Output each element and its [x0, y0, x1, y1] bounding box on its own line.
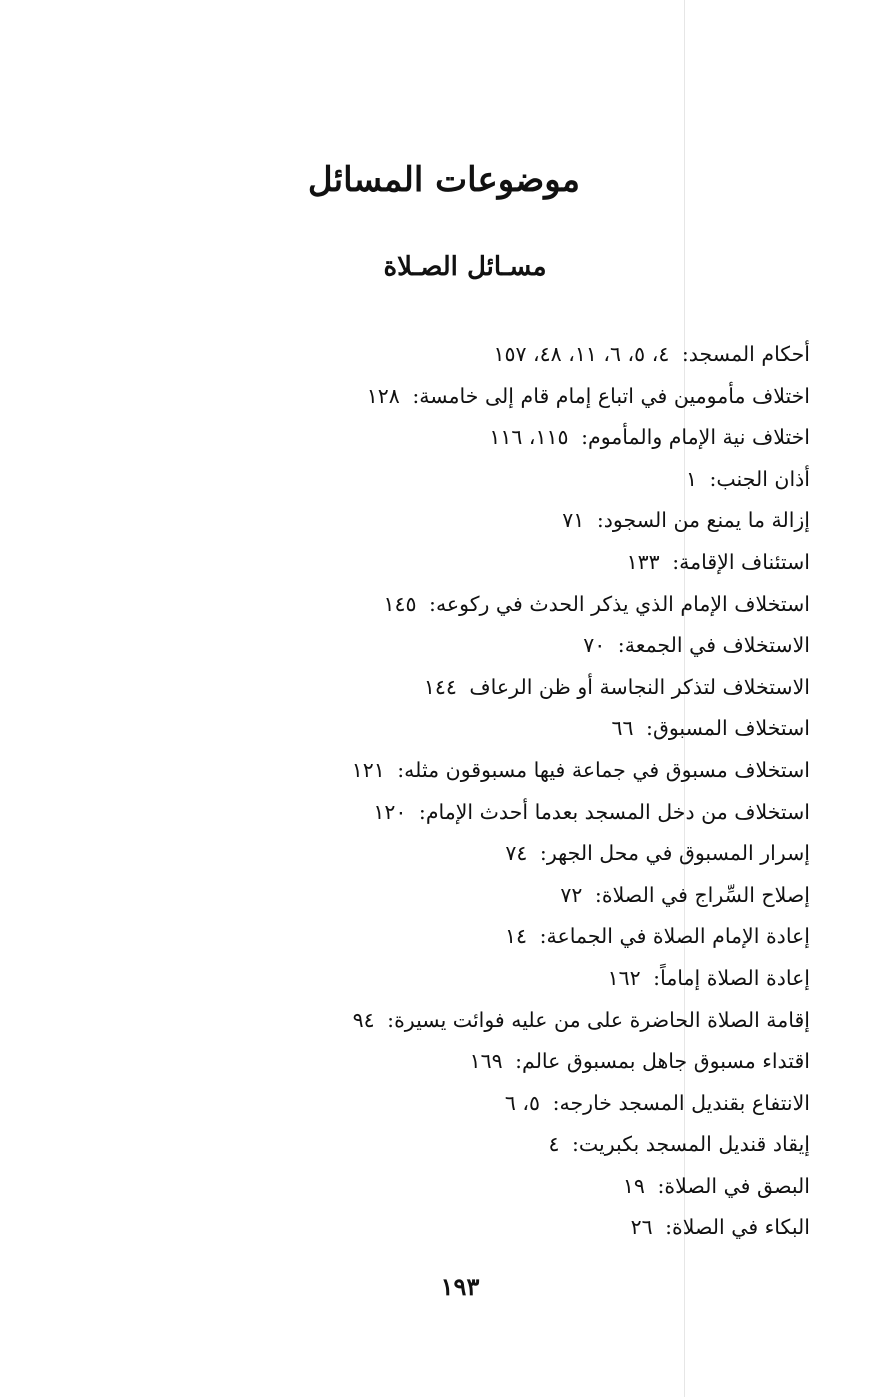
entry-topic: اختلاف نية الإمام والمأموم: — [581, 425, 810, 450]
entry-pages: ١٢٠ — [373, 799, 407, 824]
entry-pages: ٤، ٥، ٦، ١١، ٤٨، ١٥٧ — [493, 342, 670, 366]
entry-topic: إزالة ما يمنع من السجود: — [596, 508, 810, 533]
entry-pages: ١٤٥ — [383, 591, 417, 616]
entry-topic: الاستخلاف في الجمعة: — [617, 633, 810, 658]
entry-topic: البصق في الصلاة: — [657, 1173, 810, 1198]
index-entry — [290, 376, 810, 418]
section-title: مسـائل الصـلاة — [383, 252, 547, 282]
index-entry — [290, 1124, 810, 1166]
index-entry — [290, 833, 810, 875]
entry-topic: إعادة الإمام الصلاة في الجماعة: — [539, 924, 810, 949]
entry-topic: استئناف الإقامة: — [672, 549, 810, 574]
entry-pages: ١٩ — [622, 1173, 645, 1198]
entry-pages: ٧٠ — [583, 633, 606, 658]
entry-topic: اختلاف مأمومين في اتباع إمام قام إلى خامسة: — [412, 383, 810, 408]
index-entry — [290, 417, 810, 459]
entry-pages: ١٦٩ — [469, 1049, 503, 1074]
index-entry — [290, 916, 810, 958]
entry-pages: ١٦٢ — [607, 965, 641, 990]
entry-topic: استخلاف من دخل المسجد بعدما أحدث الإمام: — [418, 799, 810, 824]
index-entry — [290, 1000, 810, 1042]
index-entry — [290, 1166, 810, 1208]
index-entry — [290, 792, 810, 834]
index-entry — [290, 750, 810, 792]
entry-pages: ١٢١ — [351, 757, 385, 782]
entry-pages: ١٤ — [505, 924, 528, 949]
entry-topic: إصلاح السِّراج في الصلاة: — [594, 882, 810, 907]
entry-pages: ١١٥، ١١٦ — [489, 425, 569, 450]
page-title: موضوعات المسائل — [307, 160, 580, 200]
entry-topic: البكاء في الصلاة: — [665, 1215, 810, 1240]
entry-pages: ١ — [685, 466, 697, 491]
index-entry — [290, 459, 810, 501]
entry-topic: أذان الجنب: — [709, 466, 810, 491]
entry-pages: ١٢٨ — [366, 383, 400, 408]
entry-pages: ١٣٣ — [626, 549, 660, 574]
index-entry — [290, 1083, 810, 1125]
entry-topic: استخلاف الإمام الذي يذكر الحدث في ركوعه: — [429, 591, 810, 616]
entry-topic: الانتفاع بقنديل المسجد خارجه: — [552, 1090, 810, 1115]
entry-pages: ٧٢ — [560, 882, 583, 907]
index-entry — [290, 625, 810, 667]
entry-pages: ٧١ — [562, 508, 585, 533]
index-entry — [290, 958, 810, 1000]
entry-topic: إيقاد قنديل المسجد بكبريت: — [571, 1132, 810, 1157]
entry-topic: اقتداء مسبوق جاهل بمسبوق عالم: — [515, 1049, 810, 1074]
index-entries — [290, 334, 810, 1249]
entry-pages: ٧٤ — [505, 841, 528, 866]
index-entry — [290, 334, 810, 376]
entry-topic: استخلاف مسبوق في جماعة فيها مسبوقون مثله: — [397, 757, 810, 782]
entry-pages: ٦٦ — [611, 716, 634, 741]
index-entry — [290, 1207, 810, 1249]
entry-topic: أحكام المسجد: — [681, 342, 810, 366]
entry-pages: ٩٤ — [352, 1007, 375, 1032]
entry-topic: إسرار المسبوق في محل الجهر: — [539, 841, 810, 866]
entry-topic: الاستخلاف لتذكر النجاسة أو ظن الرعاف — [469, 674, 810, 699]
entry-pages: ٥، ٦ — [504, 1090, 541, 1115]
page-number: ١٩٣ — [440, 1272, 480, 1301]
index-entry — [290, 500, 810, 542]
index-entry — [290, 875, 810, 917]
entry-pages: ٤ — [548, 1132, 560, 1157]
entry-pages: ٢٦ — [630, 1215, 653, 1240]
entry-topic: استخلاف المسبوق: — [646, 716, 810, 741]
index-entry — [290, 708, 810, 750]
index-entry — [290, 542, 810, 584]
index-entry — [290, 584, 810, 626]
entry-topic: إقامة الصلاة الحاضرة على من عليه فوائت يسيرة: — [387, 1007, 810, 1032]
index-entry — [290, 667, 810, 709]
entry-pages: ١٤٤ — [423, 674, 457, 699]
entry-topic: إعادة الصلاة إماماً: — [653, 965, 810, 990]
index-entry — [290, 1041, 810, 1083]
